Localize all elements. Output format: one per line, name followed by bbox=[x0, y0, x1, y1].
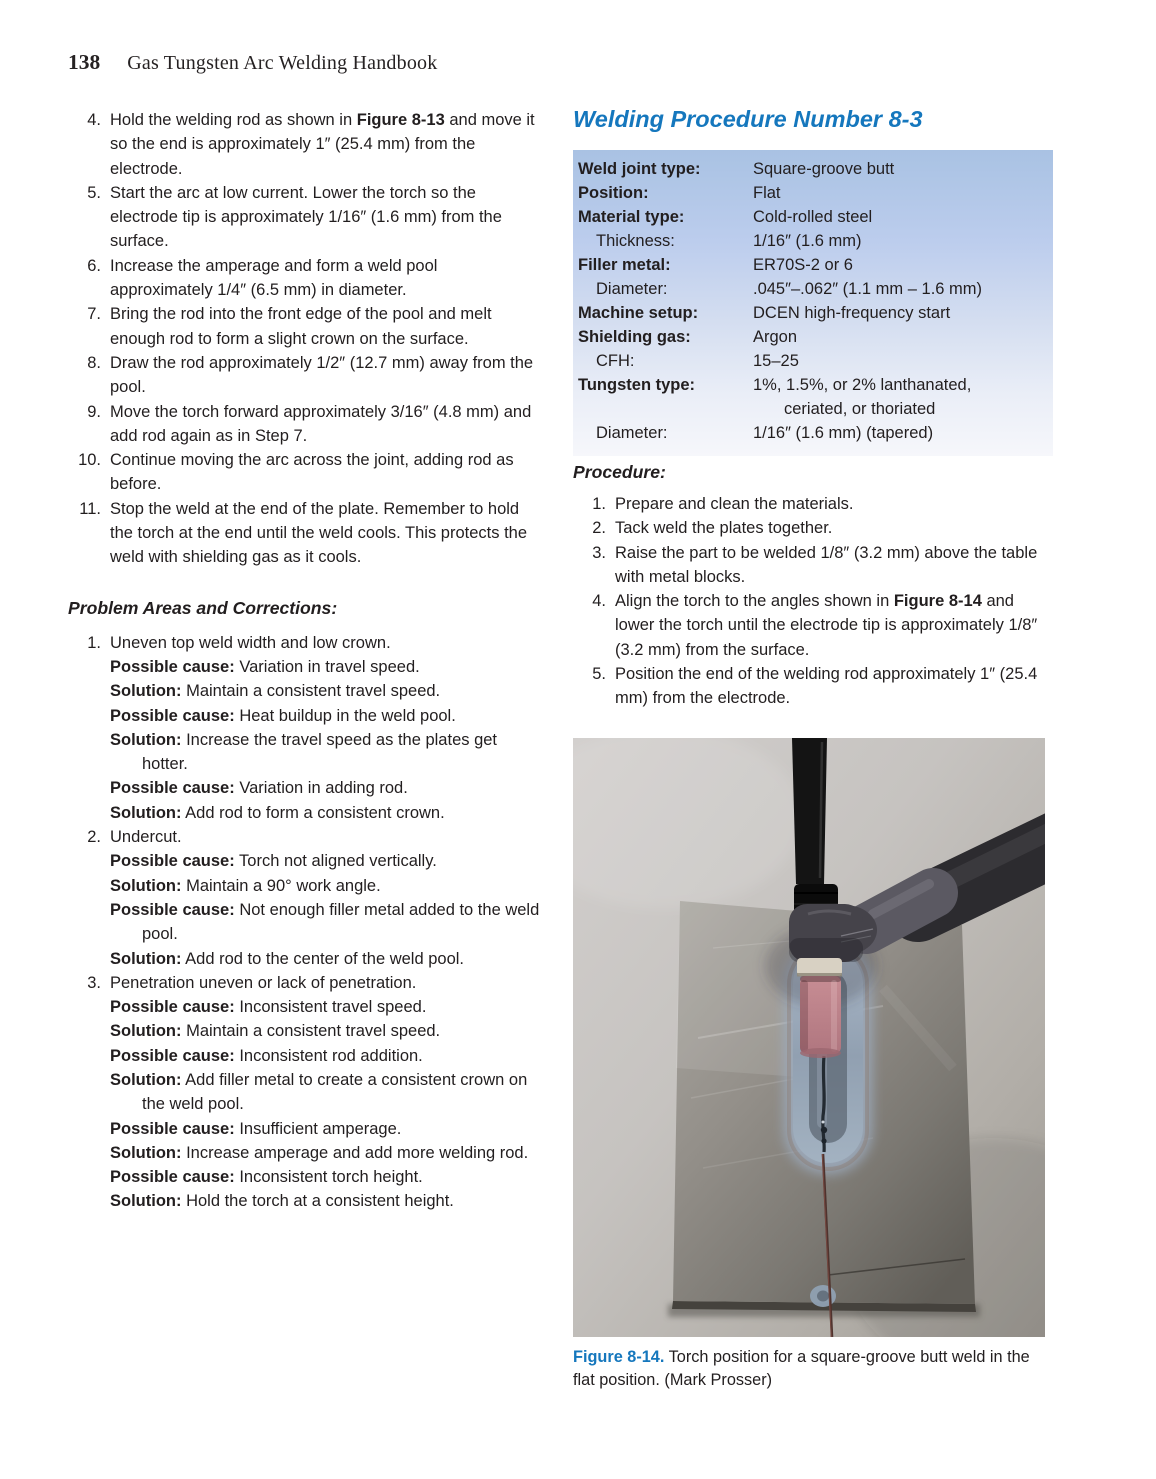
procedure-step bbox=[573, 541, 1047, 590]
step-number: 7. bbox=[87, 305, 101, 324]
cause-line bbox=[110, 1044, 542, 1068]
solution-line bbox=[110, 1141, 542, 1165]
cause-label: Possible cause: bbox=[110, 1168, 235, 1187]
solution-label: Solution: bbox=[110, 876, 182, 895]
solution-text: Hold the torch at a consistent height. bbox=[181, 1192, 454, 1211]
step-item bbox=[68, 351, 542, 400]
spec-row bbox=[578, 349, 1047, 373]
spec-label: Position: bbox=[578, 184, 649, 202]
solution-label: Solution: bbox=[110, 1192, 182, 1211]
solution-label: Solution: bbox=[110, 730, 182, 749]
cause-text: Inconsistent torch height. bbox=[234, 1168, 423, 1187]
cause-line bbox=[110, 776, 542, 800]
solution-label: Solution: bbox=[110, 1143, 182, 1162]
problem-number: 1. bbox=[87, 633, 101, 652]
figure-photo bbox=[573, 738, 1045, 1337]
solution-text: Add rod to form a consistent crown. bbox=[181, 803, 445, 822]
step-number: 9. bbox=[87, 402, 101, 421]
solution-text: Maintain a 90° work angle. bbox=[181, 876, 381, 895]
spec-label: Material type: bbox=[578, 208, 685, 226]
page-header bbox=[68, 50, 437, 75]
solution-text: Add rod to the center of the weld pool. bbox=[181, 949, 465, 968]
spec-value: Cold-rolled steel bbox=[753, 208, 873, 226]
solution-text: Add filler metal to create a consistent crown on the weld pool. bbox=[142, 1070, 528, 1114]
step-number: 10. bbox=[78, 451, 101, 470]
left-column bbox=[68, 108, 542, 1214]
solution-text: Maintain a consistent travel speed. bbox=[181, 682, 441, 701]
procedure-step bbox=[573, 516, 1047, 540]
solution-line bbox=[110, 679, 542, 703]
problem-item bbox=[68, 631, 542, 825]
solution-line bbox=[110, 728, 542, 777]
procedure-title: Welding Procedure Number 8-3 bbox=[573, 106, 923, 132]
step-text: Start the arc at low current. Lower the torch so the electrode tip is approximately 1/16″ (1.6 mm) from the surface. bbox=[110, 183, 502, 251]
spec-value: 1%, 1.5%, or 2% lanthanated, ceriated, or thoriated bbox=[753, 373, 1047, 421]
problem-title: Undercut. bbox=[110, 828, 182, 847]
book-title: Gas Tungsten Arc Welding Handbook bbox=[127, 52, 438, 74]
figure-caption-text: Torch position for a square-groove butt weld in the flat position. (Mark Prosser) bbox=[573, 1348, 1030, 1389]
solution-line bbox=[110, 1019, 542, 1043]
spec-value: 1/16″ (1.6 mm) bbox=[753, 232, 862, 250]
step-text: Increase the amperage and form a weld pool approximately 1/4″ (6.5 mm) in diameter. bbox=[110, 256, 438, 300]
solution-text: Maintain a consistent travel speed. bbox=[181, 1022, 441, 1041]
solution-line bbox=[110, 801, 542, 825]
step-item bbox=[68, 497, 542, 570]
solution-line bbox=[110, 1068, 542, 1117]
step-number: 5. bbox=[87, 183, 101, 202]
solution-label: Solution: bbox=[110, 1070, 182, 1089]
step-text: Prepare and clean the materials. bbox=[615, 495, 854, 513]
cause-line bbox=[110, 655, 542, 679]
figure-reference: Figure 8-14 bbox=[893, 592, 982, 611]
spec-value: DCEN high-frequency start bbox=[753, 304, 951, 322]
spec-row bbox=[578, 277, 1047, 301]
solution-text: Increase the travel speed as the plates get hotter. bbox=[142, 730, 498, 774]
cause-text: Variation in adding rod. bbox=[234, 779, 408, 798]
tig-torch-photo bbox=[573, 738, 1045, 1337]
spec-label: CFH: bbox=[596, 352, 635, 370]
cause-text: Torch not aligned vertically. bbox=[234, 852, 437, 871]
spec-row bbox=[578, 301, 1047, 325]
spec-label: Tungsten type: bbox=[578, 376, 696, 394]
step-text: Draw the rod approximately 1/2″ (12.7 mm) away from the pool. bbox=[110, 353, 534, 397]
spec-row bbox=[578, 253, 1047, 277]
step-list bbox=[68, 108, 542, 570]
cause-text: Insufficient amperage. bbox=[234, 1119, 402, 1138]
step-text: Raise the part to be welded 1/8″ (3.2 mm) above the table with metal blocks. bbox=[615, 543, 1038, 586]
solution-line bbox=[110, 947, 542, 971]
cause-label: Possible cause: bbox=[110, 852, 235, 871]
step-number: 2. bbox=[592, 519, 606, 538]
procedure-step bbox=[573, 662, 1047, 711]
spec-row bbox=[578, 373, 1047, 421]
step-text: Move the torch forward approximately 3/16″ (4.8 mm) and add rod again as in Step 7. bbox=[110, 402, 532, 445]
spec-value: ER70S-2 or 6 bbox=[753, 256, 853, 274]
cause-line bbox=[110, 849, 542, 873]
problem-title: Uneven top weld width and low crown. bbox=[110, 633, 391, 652]
figure-reference: Figure 8-13 bbox=[356, 111, 445, 129]
spec-row bbox=[578, 181, 1047, 205]
cause-line bbox=[110, 1165, 542, 1189]
problem-title: Penetration uneven or lack of penetration. bbox=[110, 973, 417, 992]
spec-row bbox=[578, 229, 1047, 253]
problems-heading: Problem Areas and Corrections: bbox=[68, 597, 338, 618]
spec-row bbox=[578, 205, 1047, 229]
step-number: 3. bbox=[592, 543, 606, 562]
cause-line bbox=[110, 704, 542, 728]
step-item bbox=[68, 108, 542, 181]
step-number: 8. bbox=[87, 353, 101, 372]
procedure-list bbox=[573, 492, 1047, 711]
spec-row bbox=[578, 421, 1047, 445]
cause-label: Possible cause: bbox=[110, 706, 235, 725]
step-number: 5. bbox=[592, 665, 606, 684]
figure-caption-label: Figure 8-14. bbox=[573, 1348, 665, 1366]
spec-value: 15–25 bbox=[753, 352, 799, 370]
cause-line bbox=[110, 1117, 542, 1141]
step-number: 6. bbox=[87, 256, 101, 275]
page-number: 138 bbox=[68, 50, 101, 74]
spec-value: 1/16″ (1.6 mm) (tapered) bbox=[753, 424, 934, 442]
spec-label: Diameter: bbox=[596, 424, 668, 442]
solution-line bbox=[110, 1189, 542, 1213]
problem-list bbox=[68, 631, 542, 1214]
spec-label: Shielding gas: bbox=[578, 328, 691, 346]
spec-row bbox=[578, 325, 1047, 349]
cause-text: Inconsistent travel speed. bbox=[234, 998, 427, 1017]
solution-label: Solution: bbox=[110, 949, 182, 968]
step-text: Position the end of the welding rod approximately 1″ (25.4 mm) from the electrode. bbox=[615, 665, 1038, 708]
cause-text: Heat buildup in the weld pool. bbox=[234, 706, 456, 725]
figure-caption bbox=[573, 1346, 1053, 1391]
step-item bbox=[68, 302, 542, 351]
step-number: 1. bbox=[592, 495, 606, 513]
cause-text: Not enough filler metal added to the weld pool. bbox=[142, 900, 540, 944]
problem-number: 2. bbox=[87, 828, 101, 847]
spec-label: Filler metal: bbox=[578, 256, 671, 274]
problem-number: 3. bbox=[87, 973, 101, 992]
spec-value: Argon bbox=[753, 328, 798, 346]
cause-text: Inconsistent rod addition. bbox=[234, 1046, 423, 1065]
cause-label: Possible cause: bbox=[110, 998, 235, 1017]
procedure-step bbox=[573, 589, 1047, 662]
procedure-heading: Procedure: bbox=[573, 462, 666, 482]
spec-label: Weld joint type: bbox=[578, 160, 701, 178]
spec-value: .045″–.062″ (1.1 mm – 1.6 mm) bbox=[753, 280, 983, 298]
step-item bbox=[68, 448, 542, 497]
spec-value: Flat bbox=[753, 184, 781, 202]
step-number: 4. bbox=[592, 592, 606, 611]
spec-value: Square-groove butt bbox=[753, 160, 895, 178]
spec-row bbox=[578, 157, 1047, 181]
cause-label: Possible cause: bbox=[110, 657, 235, 676]
cause-label: Possible cause: bbox=[110, 1046, 235, 1065]
step-text: Bring the rod into the front edge of the pool and melt enough rod to form a slight crown on the surface. bbox=[110, 305, 492, 348]
step-text: Tack weld the plates together. bbox=[615, 519, 833, 538]
cause-line bbox=[110, 995, 542, 1019]
solution-text: Increase amperage and add more welding rod. bbox=[181, 1143, 529, 1162]
step-text: Hold the welding rod as shown in Figure 8-13 and move it so the end is approximately 1″ (25.4 mm) from the electrode. bbox=[110, 111, 535, 178]
weld-seam bbox=[823, 1056, 824, 1152]
solution-line bbox=[110, 874, 542, 898]
cause-line bbox=[110, 898, 542, 947]
solution-label: Solution: bbox=[110, 1022, 182, 1041]
solution-label: Solution: bbox=[110, 803, 182, 822]
step-text: Continue moving the arc across the joint, adding rod as before. bbox=[110, 451, 514, 494]
step-item bbox=[68, 181, 542, 254]
step-text: Stop the weld at the end of the plate. Remember to hold the torch at the end until the weld cools. This protects the weld with shielding gas as it cools. bbox=[110, 499, 528, 567]
cause-label: Possible cause: bbox=[110, 900, 235, 919]
spec-table bbox=[573, 150, 1053, 456]
step-item bbox=[68, 254, 542, 303]
procedure-step bbox=[573, 492, 1047, 516]
problem-item bbox=[68, 825, 542, 971]
spec-label: Diameter: bbox=[596, 280, 668, 298]
problem-item bbox=[68, 971, 542, 1214]
cause-label: Possible cause: bbox=[110, 779, 235, 798]
step-number: 4. bbox=[87, 111, 101, 129]
spec-label: Machine setup: bbox=[578, 304, 699, 322]
cause-text: Variation in travel speed. bbox=[234, 657, 420, 676]
step-item bbox=[68, 400, 542, 449]
step-text: Align the torch to the angles shown in Figure 8-14 and lower the torch until the electrode tip is approximately 1/8″ (3.2 mm) from the surface. bbox=[615, 592, 1038, 659]
spec-label: Thickness: bbox=[596, 232, 675, 250]
spec-value-line2: ceriated, or thoriated bbox=[784, 400, 936, 418]
cause-label: Possible cause: bbox=[110, 1119, 235, 1138]
step-number: 11. bbox=[79, 499, 101, 518]
solution-label: Solution: bbox=[110, 682, 182, 701]
